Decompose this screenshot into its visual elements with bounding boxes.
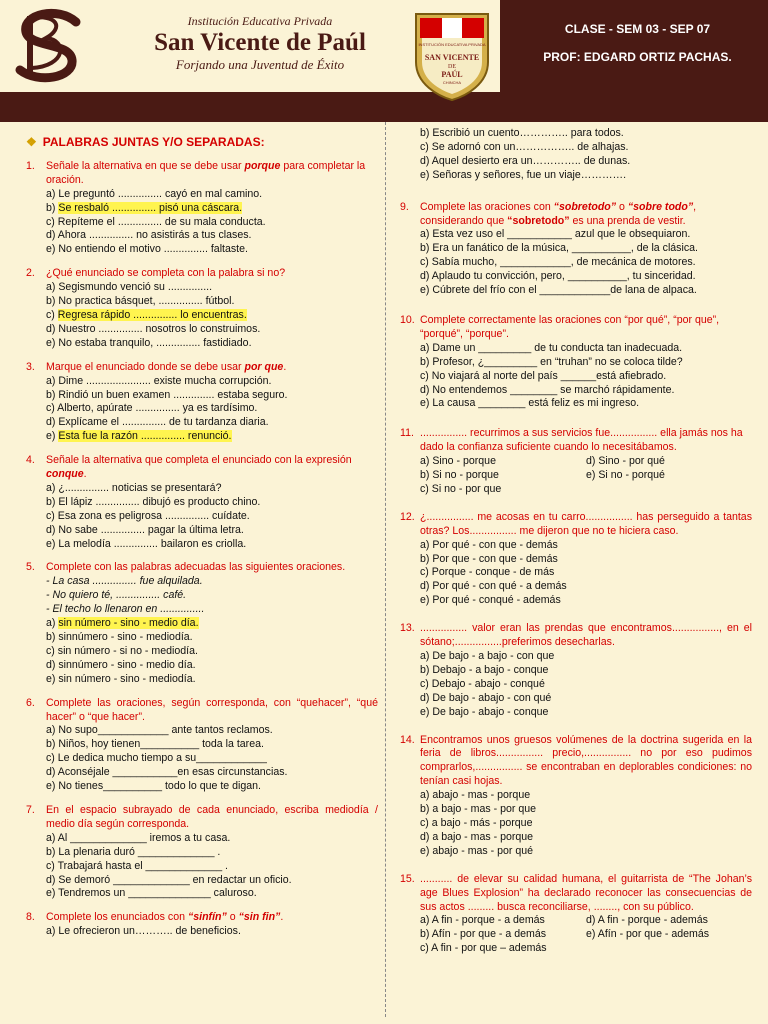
option-d: d) Por qué - con qué - a demás bbox=[420, 580, 567, 593]
option-text: sin número - sino - medio día. bbox=[58, 617, 199, 630]
column-divider bbox=[385, 122, 386, 1017]
statement-keyword: “sobretodo” bbox=[553, 200, 617, 213]
option-b: b) Debajo - a bajo - conque bbox=[420, 663, 549, 676]
question-8 bbox=[26, 911, 378, 939]
header bbox=[0, 0, 768, 122]
option-d: d) Explícame el ............... de tu tardanza diaria. bbox=[46, 416, 269, 429]
option-a: a) Al _____________ iremos a tu casa. bbox=[46, 831, 231, 844]
option-b: b) Si no - porque bbox=[420, 469, 499, 482]
shield-name-text-2: DE bbox=[448, 64, 456, 70]
shield-city-text: CHINCHA bbox=[442, 80, 462, 85]
statement-keyword: “sobretodo” bbox=[507, 214, 570, 227]
option-a: a) A fin - porque - a demás bbox=[420, 914, 545, 927]
question-1 bbox=[26, 160, 378, 257]
option-c: c) Trabajará hasta el _____________ . bbox=[46, 859, 228, 872]
diamond-bullet-icon: ❖ bbox=[26, 135, 37, 149]
statement-keyword: conque bbox=[46, 468, 84, 481]
question-number: 4. bbox=[26, 454, 35, 467]
option-a: a) Por qué - con que - demás bbox=[420, 538, 558, 551]
option-d: d) No sabe ............... pagar la última letra. bbox=[46, 523, 244, 536]
option-e: e) abajo - mas - por qué bbox=[420, 844, 534, 857]
question-statement bbox=[400, 873, 752, 915]
sentence-3: - El techo lo llenaron en ............... bbox=[46, 603, 205, 616]
statement-text: Complete las oraciones con bbox=[420, 200, 554, 213]
question-number: 10. bbox=[400, 313, 415, 326]
option-d: d) a bajo - mas - porque bbox=[420, 830, 534, 843]
statement-text: Encontramos unos gruesos volúmenes de la doctrina sugerida en la feria de libros................ precio,................ no por eso pudimos comprarlos,................ se encontraban en deplorables condiciones: no tenían casi hojas. bbox=[420, 733, 752, 788]
statement-text: En el espacio subrayado de cada enunciado, escriba mediodía / medio día según corresponda. bbox=[46, 803, 378, 830]
option-e: e) No entiendo el motivo ............... faltaste. bbox=[46, 243, 248, 256]
question-14 bbox=[400, 734, 752, 859]
options-row bbox=[400, 928, 752, 942]
option-a: a) abajo - mas - porque bbox=[420, 789, 531, 802]
class-label: CLASE - SEM 03 - SEP 07 bbox=[564, 22, 711, 36]
options-row bbox=[400, 455, 752, 469]
option-letter: c) bbox=[46, 308, 58, 321]
option-c: c) sin número - si no - mediodía. bbox=[46, 644, 198, 657]
teacher-label: PROF: EDGARD ORTIZ PACHAS. bbox=[543, 50, 732, 64]
question-statement bbox=[26, 361, 378, 375]
sentence-2: - No quiero té, ............... café. bbox=[46, 589, 187, 602]
question-number: 8. bbox=[26, 911, 35, 924]
question-5 bbox=[26, 561, 378, 686]
question-number: 12. bbox=[400, 510, 415, 523]
option-c: c) Porque - conque - de más bbox=[420, 566, 555, 579]
option-a: a) No supo____________ ante tantos reclamos. bbox=[46, 724, 273, 737]
option-b: b) Escribió un cuento………….. para todos. bbox=[420, 127, 624, 139]
option-letter: a) bbox=[46, 617, 59, 630]
shield-top-text: INSTITUCIÓN EDUCATIVA PRIVADA bbox=[418, 42, 486, 47]
option-b: b) Niños, hoy tienen__________ toda la tarea. bbox=[46, 738, 264, 751]
option-b: b) a bajo - mas - por que bbox=[420, 803, 536, 816]
option-text: Regresa rápido ............... lo encuentras. bbox=[57, 308, 247, 321]
option-b: b) El lápiz ............... dibujó es producto chino. bbox=[46, 495, 261, 508]
option-d: d) No entendemos ________ se marchó rápidamente. bbox=[420, 383, 675, 396]
question-number: 11. bbox=[400, 427, 414, 440]
question-statement bbox=[400, 622, 752, 650]
option-d: d) Se demoró _____________ en redactar un oficio. bbox=[46, 873, 292, 886]
option-c: c) Se adornó con un…………….. de alhajas. bbox=[420, 140, 629, 153]
option-b-highlighted bbox=[26, 202, 378, 216]
question-statement bbox=[26, 160, 378, 188]
option-b: b) sinnúmero - sino - mediodía. bbox=[46, 631, 193, 643]
option-a: a) Sino - porque bbox=[420, 455, 496, 468]
question-number: 9. bbox=[400, 200, 409, 213]
statement-text: o bbox=[226, 911, 239, 924]
option-e: e) No estaba tranquilo, ............... fastidiado. bbox=[46, 336, 252, 349]
option-e: e) Cúbrete del frío con el ____________de lana de alpaca. bbox=[420, 284, 697, 297]
option-b: b) Afín - por que - a demás bbox=[420, 928, 547, 941]
statement-text: Señale la alternativa que completa el enunciado con la expresión bbox=[46, 454, 352, 467]
section-title-text: PALABRAS JUNTAS Y/O SEPARADAS: bbox=[42, 135, 265, 149]
option-e: e) Por qué - conqué - además bbox=[420, 594, 561, 607]
option-c: c) Alberto, apúrate ............... ya es tardísimo. bbox=[46, 402, 258, 415]
school-heading bbox=[100, 14, 420, 73]
option-c: c) Si no - por que bbox=[420, 482, 502, 495]
statement-keyword: “sinfín” bbox=[187, 911, 227, 924]
question-11 bbox=[400, 427, 752, 497]
option-e: e) La causa ________ está feliz es mi ingreso. bbox=[420, 397, 640, 410]
statement-keyword: porque bbox=[244, 159, 281, 172]
option-a: a) ¿............... noticias se presentará? bbox=[46, 481, 222, 494]
statement-keyword: “sin fin” bbox=[238, 911, 281, 924]
question-statement bbox=[400, 511, 752, 539]
option-c: c) Repíteme el ............... de su mala conducta. bbox=[46, 215, 266, 228]
option-d: d) Sino - por qué bbox=[586, 455, 665, 468]
question-statement bbox=[400, 314, 752, 342]
option-c: c) Sabía mucho, ____________, de mecánica de motores. bbox=[420, 256, 696, 269]
option-e-highlighted bbox=[26, 430, 378, 444]
statement-text: Marque el enunciado donde se debe usar bbox=[46, 360, 245, 373]
option-e: e) Señoras y señores, fue un viaje…………. bbox=[420, 168, 627, 181]
school-name: San Vicente de Paúl bbox=[154, 29, 366, 56]
option-letter: b) bbox=[46, 201, 59, 214]
option-c: c) No viajará al norte del país ______está afiebrado. bbox=[420, 369, 667, 382]
option-a-highlighted bbox=[26, 617, 378, 631]
question-statement bbox=[26, 267, 378, 281]
option-d: d) Aquel desierto era un………….. de dunas. bbox=[420, 154, 631, 167]
option-c: c) A fin - por que – además bbox=[420, 942, 547, 955]
school-shield-icon bbox=[414, 8, 490, 102]
statement-text: Complete las oraciones, según corresponda, con “quehacer”, “qué hacer” o “que hacer”. bbox=[46, 696, 378, 723]
question-number: 7. bbox=[26, 803, 35, 816]
option-d: d) Aconséjale ___________en esas circunstancias. bbox=[46, 766, 288, 779]
option-a: a) De bajo - a bajo - con que bbox=[420, 650, 555, 662]
statement-text: . bbox=[283, 360, 287, 373]
option-e: e) Afín - por que - además bbox=[586, 928, 710, 941]
question-7 bbox=[26, 804, 378, 901]
options-row bbox=[400, 469, 752, 483]
school-monogram-logo bbox=[6, 8, 92, 84]
option-d: d) Aplaudo tu convicción, pero, __________, tu sinceridad. bbox=[420, 270, 696, 283]
option-b: b) Rindió un buen examen .............. estaba seguro. bbox=[46, 388, 288, 401]
question-10 bbox=[400, 314, 752, 411]
question-number: 15. bbox=[400, 872, 415, 885]
option-c: c) Esa zona es peligrosa ............... cuídate. bbox=[46, 509, 250, 522]
option-e: e) De bajo - abajo - conque bbox=[420, 705, 549, 718]
option-a: a) Esta vez uso el ___________ azul que le obsequiaron. bbox=[420, 228, 691, 241]
option-c: c) a bajo - más - porque bbox=[420, 816, 533, 829]
statement-text: Complete con las palabras adecuadas las siguientes oraciones. bbox=[46, 561, 346, 574]
option-e: e) Si no - porqué bbox=[586, 469, 665, 482]
section-title bbox=[26, 136, 378, 150]
option-a: a) Le preguntó ............... cayó en mal camino. bbox=[46, 187, 263, 200]
statement-text: ................ recurrimos a sus servicios fue................ ella jamás nos ha dado la confianza suficiente cuando lo necesitábamos. bbox=[420, 427, 743, 454]
statement-text: . bbox=[83, 468, 87, 481]
school-motto: Forjando una Juventud de Éxito bbox=[175, 57, 345, 72]
question-number: 1. bbox=[26, 159, 35, 172]
question-number: 5. bbox=[26, 561, 35, 574]
question-statement bbox=[400, 427, 752, 455]
statement-keyword: “sobre todo” bbox=[627, 200, 694, 213]
question-number: 14. bbox=[400, 733, 415, 746]
option-text: Esta fue la razón ............... renunció. bbox=[58, 430, 232, 443]
question-statement bbox=[26, 804, 378, 832]
option-b: b) La plenaria duró _____________ . bbox=[46, 845, 221, 858]
statement-text: ¿................ me acosas en tu carro................ has perseguido a tantas otras? Los................ me dijeron que no te hiciera caso. bbox=[420, 510, 752, 537]
question-number: 13. bbox=[400, 622, 415, 635]
option-d: d) sinnúmero - sino - medio día. bbox=[46, 658, 196, 671]
statement-keyword: por que bbox=[244, 360, 284, 373]
option-e: e) Tendremos un ______________ caluroso. bbox=[46, 887, 257, 900]
option-b: b) No practica básquet, ............... fútbol. bbox=[46, 295, 235, 308]
question-statement bbox=[26, 697, 378, 725]
option-text: Se resbaló ............... pisó una cáscara. bbox=[58, 201, 243, 214]
statement-text: ¿Qué enunciado se completa con la palabra si no? bbox=[46, 267, 286, 280]
question-8-continued bbox=[400, 127, 752, 183]
option-b: b) Por que - con que - demás bbox=[420, 552, 558, 565]
statement-text: es una prenda de vestir. bbox=[569, 214, 686, 227]
option-a: a) Dame un _________ de tu conducta tan inadecuada. bbox=[420, 341, 683, 354]
option-b: b) Era un fanático de la música, __________, de la clásica. bbox=[420, 242, 698, 255]
option-d: d) Nuestro ............... nosotros lo construimos. bbox=[46, 322, 261, 335]
option-a: a) Dime ...................... existe mucha corrupción. bbox=[46, 374, 272, 387]
option-letter: e) bbox=[46, 430, 59, 443]
option-d: d) A fin - porque - además bbox=[586, 914, 708, 927]
question-statement bbox=[400, 734, 752, 790]
question-number: 3. bbox=[26, 360, 35, 373]
option-d: d) De bajo - abajo - con qué bbox=[420, 691, 552, 704]
option-a: a) Segismundo venció su ............... bbox=[46, 281, 213, 294]
question-statement bbox=[26, 454, 378, 482]
option-e: e) No tienes__________ todo lo que te digan. bbox=[46, 780, 261, 793]
question-statement bbox=[400, 201, 752, 229]
question-13 bbox=[400, 622, 752, 719]
question-6 bbox=[26, 697, 378, 794]
statement-text: . bbox=[280, 911, 284, 924]
option-a: a) Le ofrecieron un……….. de beneficios. bbox=[46, 925, 241, 938]
question-2 bbox=[26, 267, 378, 350]
statement-text: o bbox=[616, 200, 628, 213]
question-3 bbox=[26, 361, 378, 444]
question-statement bbox=[26, 911, 378, 925]
statement-text: ........... de elevar su calidad humana, el guitarrista de “The Johan’s age Blues Explosion” ha declarado reconocer las consecuencias de sus actos ......... busca reconciliarse, ........, con su público. bbox=[420, 872, 752, 913]
option-e: e) La melodía ............... bailaron es criolla. bbox=[46, 537, 247, 550]
question-15 bbox=[400, 873, 752, 956]
options-row bbox=[400, 914, 752, 928]
statement-text: Complete los enunciados con bbox=[46, 911, 188, 924]
sentence-1: - La casa ............... fue alquilada. bbox=[46, 575, 203, 588]
statement-text: Complete correctamente las oraciones con “por qué”, “por que”, “porqué”, “porque”. bbox=[420, 313, 720, 340]
option-b: b) Profesor, ¿_________ en “truhan” no se coloca tilde? bbox=[420, 355, 683, 368]
question-12 bbox=[400, 511, 752, 608]
question-number: 6. bbox=[26, 696, 35, 709]
statement-text: , considerando que bbox=[420, 200, 697, 227]
statement-text: ................ valor eran las prendas que encontramos................, en el sótano;................preferimos desecharlas. bbox=[420, 622, 752, 649]
header-band bbox=[0, 92, 768, 122]
left-column bbox=[26, 136, 378, 949]
question-9 bbox=[400, 201, 752, 298]
shield-name-text-1: SAN VICENTE bbox=[424, 53, 480, 62]
question-statement bbox=[26, 561, 378, 575]
question-number: 2. bbox=[26, 267, 35, 280]
shield-name-text-3: PAÚL bbox=[441, 70, 463, 79]
option-e: e) sin número - sino - mediodía. bbox=[46, 672, 196, 685]
school-type: Institución Educativa Privada bbox=[187, 14, 333, 28]
option-c: c) Le dedica mucho tiempo a su____________ bbox=[46, 752, 267, 765]
right-column bbox=[400, 127, 752, 966]
statement-text: para completar la oración. bbox=[46, 159, 366, 186]
question-4 bbox=[26, 454, 378, 551]
option-c: c) Debajo - abajo - conqué bbox=[420, 677, 545, 690]
statement-text: Señale la alternativa en que se debe usar bbox=[46, 159, 245, 172]
header-info bbox=[510, 22, 765, 78]
option-d: d) Ahora ............... no asistirás a tus clases. bbox=[46, 229, 252, 242]
option-c-highlighted bbox=[26, 309, 378, 323]
